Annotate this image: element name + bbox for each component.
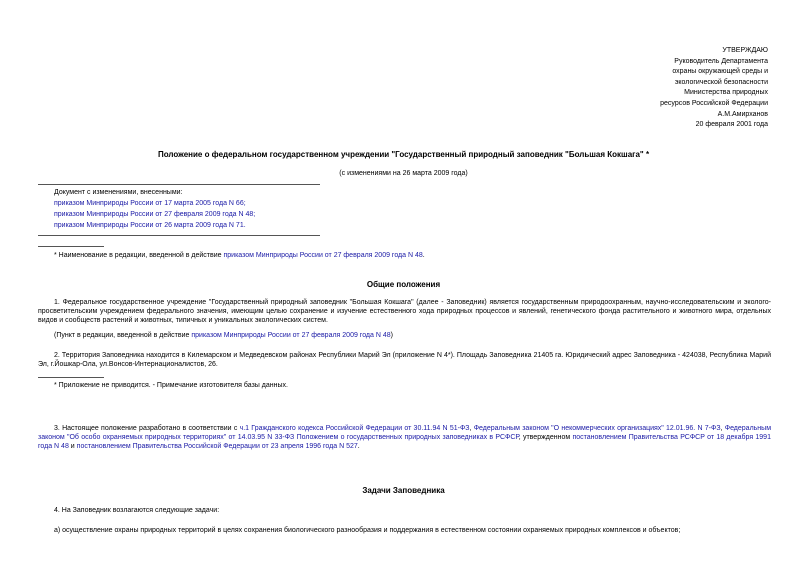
footnote-title <box>54 251 425 260</box>
p3-text: , <box>469 425 474 432</box>
amendments-top-divider <box>38 184 320 185</box>
approval-line: Руководитель Департамента <box>674 57 768 65</box>
paragraph-4: 4. На Заповедник возлагаются следующие задачи: <box>54 507 220 514</box>
footnote-punct: . <box>422 252 425 259</box>
law-link[interactable]: постановлением Правительства РСФСР от 18 декабря 1991 года N 48 <box>38 434 771 450</box>
p3-text: 3. Настоящее положение разработано в соответствии с <box>54 425 240 432</box>
amendments-header: Документ с изменениями, внесенными: <box>54 189 183 196</box>
document-subtitle: (с изменениями на 26 марта 2009 года) <box>339 170 468 177</box>
amendments-bottom-divider <box>38 235 320 236</box>
paragraph-1: 1. Федеральное государственное учреждение "Государственный природный заповедник "Большая Кокшага" (далее - Заповедник) является государственным природоохранным, научно-исследовательским и эколого-просветительским учреждением федерального значения, имеющим целью сохранение и изучение естественного хода природных процессов и явлений, генетического фонда растительного и животного мира, отдельных видов и сообществ растений и животных, типичных и уникальных экологических систем. <box>38 299 771 324</box>
approval-line: ресурсов Российской Федерации <box>660 99 768 107</box>
paragraph-3 <box>38 424 771 451</box>
footnote-divider <box>38 377 104 378</box>
paragraph-4a: а) осуществление охраны природных территорий в целях сохранения биологического разнообразия и поддержания в естественном состоянии охраняемых природных комплексов и объектов; <box>54 527 681 534</box>
p3-text: , <box>720 425 725 432</box>
footnote-2: * Приложение не приводится. - Примечание изготовителя базы данных. <box>54 382 288 389</box>
paragraph-1-note <box>54 331 393 340</box>
amendment-link[interactable]: приказом Минприроды России от 27 февраля 2009 года N 48; <box>54 211 256 218</box>
note-text: (Пункт в редакции, введенной в действие <box>54 332 192 339</box>
p3-text: . <box>357 443 360 450</box>
p3-text: , утвержденном <box>518 434 573 441</box>
footnote-divider <box>38 246 104 247</box>
footnote-text: * Наименование в редакции, введенной в действие <box>54 252 224 259</box>
document-title: Положение о федеральном государственном учреждении "Государственный природный заповедник "Большая Кокшага" * <box>157 150 650 159</box>
approval-line: охраны окружающей среды и <box>672 68 768 76</box>
law-link[interactable]: Федеральным законом "О некоммерческих организациях" 12.01.96. N 7-ФЗ <box>473 425 721 432</box>
approval-line: 20 февраля 2001 года <box>695 121 768 129</box>
approval-line: экологической безопасности <box>674 78 768 86</box>
approval-block <box>568 46 768 131</box>
law-link[interactable]: постановлением Правительства Российской Федерации от 23 апреля 1996 года N 527 <box>76 443 358 450</box>
p3-text: и <box>68 443 77 450</box>
footnote-link[interactable]: приказом Минприроды России от 27 февраля 2009 года N 48 <box>223 252 423 259</box>
law-link[interactable]: Положением о государственных природных заповедниках в РСФСР <box>296 434 519 441</box>
note-link[interactable]: приказом Минприроды России от 27 февраля 2009 года N 48 <box>191 332 391 339</box>
note-punct: ) <box>390 332 393 339</box>
approval-line: А.М.Амирханов <box>717 110 768 118</box>
section-heading-tasks: Задачи Заповедника <box>362 486 445 495</box>
approval-line: УТВЕРЖДАЮ <box>722 47 768 54</box>
amendment-link[interactable]: приказом Минприроды России от 17 марта 2005 года N 66; <box>54 200 246 207</box>
law-link[interactable]: ч.1 Гражданского кодекса Российской Федерации от 30.11.94 N 51-ФЗ <box>239 425 470 432</box>
law-link[interactable]: Федеральным законом "Об особо охраняемых природных территориях" от 14.03.95 N 33-ФЗ <box>38 425 772 441</box>
section-heading-general: Общие положения <box>366 280 441 289</box>
approval-line: Министерства природных <box>684 89 768 97</box>
amendment-link[interactable]: приказом Минприроды России от 26 марта 2009 года N 71. <box>54 222 246 229</box>
paragraph-2: 2. Территория Заповедника находится в Килемарском и Медведевском районах Республики Марий Эл (приложение N 4*). Площадь Заповедника 21405 га. Юридический адрес Заповедника - 424038, Республика Марий Эл, г.Йошкар-Ола, ул.Вонсов-Интернационалистов, 26. <box>38 352 771 368</box>
